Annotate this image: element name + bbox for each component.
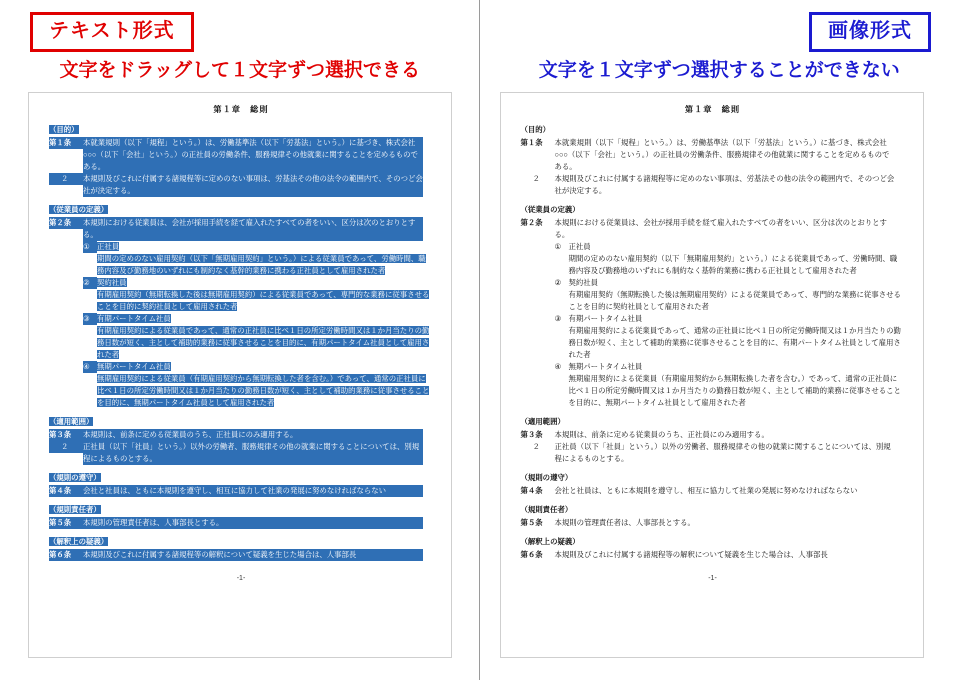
- document-title: 第１章 総則: [213, 105, 269, 114]
- article-body: 本規則は、前条に定める従業員のうち、正社員にのみ適用する。: [554, 429, 769, 439]
- article-label: 第３条: [520, 429, 543, 439]
- item-body: 無期雇用契約による従業員（有期雇用契約から無期転換した者を含む。）であって、通常の正社員に比べ１日の所定労働時間又は１か月当たりの勤務日数が短く、主として補助的業務に従事させることを目的に、無期パートタイム社員として雇用された者: [97, 373, 430, 407]
- article-body: 本規則及びこれに付属する諸規程等の解釈について疑義を生じた場合は、人事部長: [83, 549, 423, 561]
- section-heading-text: （規則責任者）: [49, 504, 101, 514]
- section-heading: （適用範囲）: [520, 416, 565, 426]
- section-heading-text: （解釈上の疑義）: [49, 536, 109, 546]
- item-mark: ③: [554, 314, 562, 324]
- item-mark: ②: [554, 278, 562, 288]
- section-heading-text: （適用範囲）: [49, 416, 94, 426]
- item-title: 有期パートタイム社員: [568, 314, 643, 324]
- item-mark: ③: [83, 313, 97, 325]
- caption-image-format: 文字を１文字ずつ選択することができない: [538, 60, 900, 81]
- article-row: [521, 517, 905, 529]
- article-label: 第５条: [520, 517, 543, 527]
- article-body: 会社と社員は、ともに本規則を遵守し、相互に協力して社業の発展に努めなければならない: [554, 485, 858, 495]
- section-heading: （解釈上の疑義）: [520, 536, 580, 546]
- item-body: 有期雇用契約（無期転換した後は無期雇用契約）による従業員であって、専門的な業務に従事させることを目的に契約社員として雇用された者: [568, 290, 901, 312]
- item-mark: ④: [554, 361, 562, 371]
- list-item: [49, 277, 433, 313]
- section-heading: （規則責任者）: [520, 504, 573, 514]
- list-item: [49, 241, 433, 277]
- item-body: 有期雇用契約による従業員であって、通常の正社員に比べ１日の所定労働時間又は１か月当たりの勤務日数が短く、主として補助的業務に従事させることを目的に、有期パートタイム社員として雇用された者: [97, 326, 430, 359]
- article-label: ２: [49, 441, 83, 453]
- section-heading: （目的）: [520, 125, 551, 135]
- article-label: 第３条: [49, 429, 83, 441]
- article-label: 第４条: [49, 485, 83, 497]
- article-body: 会社と社員は、ともに本規則を遵守し、相互に協力して社業の発展に努めなければならない: [83, 485, 423, 497]
- article-row: [521, 217, 905, 241]
- section-heading-text: （従業員の定義）: [49, 205, 109, 215]
- article-row: [49, 485, 433, 497]
- article-body: 本規則は、前条に定める従業員のうち、正社員にのみ適用する。: [83, 429, 423, 441]
- item-body: 無期雇用契約による従業員（有期雇用契約から無期転換した者を含む。）であって、通常の正社員に比べ１日の所定労働時間又は１か月当たりの勤務日数が短く、主として補助的業務に従事させることを目的に、無期パートタイム社員として雇用された者: [568, 373, 901, 407]
- section-heading: [49, 124, 433, 136]
- article-body: 本就業規則（以下「規程」という。）は、労働基準法（以下「労基法」という。）に基づき、株式会社○○○（以下「会社」という。）の正社員の労働条件、服務規律その他就業に関することを定めるものである。: [554, 138, 890, 172]
- item-title: 正社員: [568, 242, 591, 252]
- item-body: 有期雇用契約（無期転換した後は無期雇用契約）による従業員であって、専門的な業務に従事させることを目的に契約社員として雇用された者: [97, 290, 430, 312]
- article-body: 本規則の管理責任者は、人事部長とする。: [83, 517, 423, 529]
- document-page-text[interactable]: [28, 92, 452, 658]
- article-label: 第２条: [49, 217, 83, 229]
- article-body: 本規則及びこれに付属する諸規程等に定めのない事項は、労基法その他の法令の範囲内で、そのつど会社が決定する。: [83, 174, 423, 196]
- article-body: 正社員（以下「社員」という。）以外の労働者、服務規律その他の就業に関することについては、別規程によるものとする。: [83, 441, 423, 465]
- list-item: [521, 277, 905, 313]
- section-heading-text: （規則の遵守）: [49, 472, 101, 482]
- article-label: ２: [49, 173, 83, 185]
- item-mark: ①: [554, 242, 562, 252]
- section-heading: [49, 204, 433, 216]
- article-row: [49, 173, 433, 197]
- document-page-image: [500, 92, 924, 658]
- article-label: 第４条: [520, 485, 543, 495]
- caption-text-format: 文字をドラッグして１文字ずつ選択できる: [59, 60, 421, 81]
- article-row: [521, 173, 905, 197]
- article-row: [49, 429, 433, 441]
- article-body: 本規則における従業員は、会社が採用手続を経て雇入れたすべての者をいい、区分は次のとおりとする。: [554, 218, 887, 240]
- article-label: ２: [532, 441, 540, 451]
- badge-image-format: 画像形式: [809, 12, 931, 52]
- article-label: 第２条: [520, 218, 543, 228]
- article-label: ２: [532, 174, 540, 184]
- article-label: 第１条: [49, 137, 83, 149]
- section-heading-text: （目的）: [49, 125, 79, 135]
- item-body: 有期雇用契約による従業員であって、通常の正社員に比べ１日の所定労働時間又は１か月当たりの勤務日数が短く、主として補助的業務に従事させることを目的に、有期パートタイム社員として雇用された者: [568, 326, 901, 359]
- item-title: 契約社員: [568, 278, 599, 288]
- article-row: [49, 517, 433, 529]
- item-title: 有期パートタイム社員: [97, 314, 171, 324]
- list-item: [49, 313, 433, 361]
- item-mark: ①: [83, 241, 97, 253]
- article-row: [49, 549, 433, 561]
- item-title: 無期パートタイム社員: [97, 361, 171, 371]
- section-heading: （規則の遵守）: [520, 472, 573, 482]
- article-row: [49, 441, 433, 465]
- badge-text-format: テキスト形式: [30, 12, 194, 52]
- section-heading: [49, 504, 433, 516]
- article-body: 正社員（以下「社員」という。）以外の労働者、服務規律その他の就業に関することについては、別規程によるものとする。: [554, 441, 891, 463]
- section-heading: [49, 536, 433, 548]
- section-heading: [49, 416, 433, 428]
- list-item: [49, 361, 433, 409]
- article-body: 本規則における従業員は、会社が採用手続を経て雇入れたすべての者をいい、区分は次のとおりとする。: [83, 217, 423, 241]
- item-title: 正社員: [97, 242, 120, 252]
- panel-divider: [479, 0, 480, 680]
- article-body: 本規則及びこれに付属する諸規程等に定めのない事項は、労基法その他の法令の範囲内で、そのつど会社が決定する。: [554, 174, 895, 196]
- article-label: 第１条: [520, 138, 543, 148]
- article-row: [521, 485, 905, 497]
- panel-image-format: [480, 0, 959, 680]
- article-body: 本規則及びこれに付属する諸規程等の解釈について疑義を生じた場合は、人事部長: [554, 549, 828, 559]
- page-number: -1-: [236, 574, 246, 582]
- article-label: 第５条: [49, 517, 83, 529]
- article-row: [49, 217, 433, 241]
- item-mark: ④: [83, 361, 97, 373]
- article-row: [521, 549, 905, 561]
- list-item: [521, 313, 905, 361]
- item-mark: ②: [83, 277, 97, 289]
- section-heading: [49, 472, 433, 484]
- item-title: 無期パートタイム社員: [568, 361, 643, 371]
- list-item: [521, 241, 905, 277]
- item-body: 期間の定めのない雇用契約（以下「無期雇用契約」という。）による従業員であって、労働時間、職務内容及び勤務地のいずれにも制約なく基幹的業務に携わる正社員として雇用された者: [568, 254, 898, 276]
- article-body: 本規則の管理責任者は、人事部長とする。: [554, 517, 695, 527]
- list-item: [521, 361, 905, 409]
- item-body: 期間の定めのない雇用契約（以下「無期雇用契約」という。）による従業員であって、労働時間、職務内容及び勤務地のいずれにも制約なく基幹的業務に携わる正社員として雇用された者: [97, 254, 426, 276]
- section-heading: （従業員の定義）: [520, 205, 580, 215]
- article-label: 第６条: [520, 549, 543, 559]
- article-row: [49, 137, 433, 173]
- article-label: 第６条: [49, 549, 83, 561]
- article-row: [521, 429, 905, 441]
- document-title: 第１章 総則: [684, 105, 741, 114]
- page-number: -1-: [708, 574, 717, 582]
- article-row: [521, 137, 905, 173]
- item-title: 契約社員: [97, 278, 127, 288]
- article-body: 本就業規則（以下「規程」という。）は、労働基準法（以下「労基法」という。）に基づき、株式会社○○○（以下「会社」という。）の正社員の労働条件、服務規律その他就業に関することを定めるものである。: [83, 137, 423, 173]
- article-row: [521, 441, 905, 465]
